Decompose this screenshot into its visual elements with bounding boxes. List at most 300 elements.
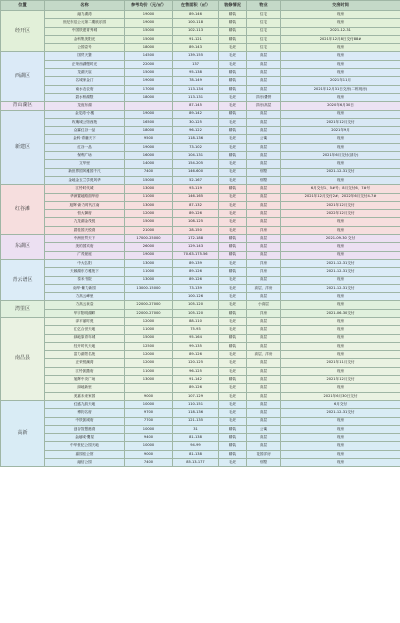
area-cell: 105-120 (173, 309, 219, 317)
name-cell: 富力湖景名苑 (45, 351, 125, 359)
delivery-time-cell: 2021年12月31日交房(二栋现房) (281, 85, 400, 93)
property-type-cell: 高层 (247, 152, 281, 160)
price-cell: 21000 (125, 226, 173, 234)
district-cell: 青山湖区 (1, 102, 45, 110)
header-location: 位置 (1, 1, 45, 11)
area-cell: 89-126 (173, 268, 219, 276)
decoration-cell: 毛坯 (219, 60, 247, 68)
name-cell: 中华世纪公园天地 (45, 442, 125, 450)
name-cell: 融力湖湾 (45, 11, 125, 19)
table-row (1, 392, 400, 400)
name-cell: 恒大御府 (45, 210, 125, 218)
price-cell (125, 293, 173, 301)
decoration-cell: 毛坯 (219, 176, 247, 184)
property-type-cell: 高层 (247, 334, 281, 342)
decoration-cell: 精装 (219, 27, 247, 35)
name-cell: 新世界国风雅园千尺 (45, 168, 125, 176)
table-row (1, 143, 400, 151)
property-type-cell: 别墅 (247, 459, 281, 467)
name-cell: 南华·紫力新园 (45, 284, 125, 292)
property-type-cell: 高层 (247, 417, 281, 425)
price-cell: 13000 (125, 185, 173, 193)
property-type-cell: 住宅 (247, 19, 281, 27)
price-cell: 17000-25000 (125, 235, 173, 243)
delivery-time-cell: 现房 (281, 276, 400, 284)
decoration-cell: 精装 (219, 376, 247, 384)
delivery-time-cell: 2021-12-31交付 (281, 284, 400, 292)
decoration-cell: 精装 (219, 152, 247, 160)
delivery-time-cell: 现房 (281, 11, 400, 19)
delivery-time-cell: 现房 (281, 442, 400, 450)
table-row (1, 293, 400, 301)
delivery-time-cell: 现房 (281, 425, 400, 433)
delivery-time-cell: 2021年12月交付2#；2022年6月交付4-7# (281, 193, 400, 201)
price-cell (125, 384, 173, 392)
property-type-cell: 别墅 (247, 168, 281, 176)
decoration-cell: 毛坯 (219, 135, 247, 143)
area-cell: 139-155 (173, 52, 219, 60)
delivery-time-cell: 现房 (281, 218, 400, 226)
delivery-time-cell: 现房 (281, 251, 400, 259)
delivery-time-cell: 2021年12月交付 (281, 118, 400, 126)
name-cell: 南水农农府 (45, 85, 125, 93)
delivery-time-cell: 现房 (281, 334, 400, 342)
district-cell: 青云谱区 (1, 259, 45, 300)
decoration-cell: 精装 (219, 127, 247, 135)
area-cell: 95-164 (173, 334, 219, 342)
property-type-cell: 高层 (247, 218, 281, 226)
area-cell: 146-165 (173, 193, 219, 201)
table-row (1, 127, 400, 135)
area-cell: 89-146 (173, 11, 219, 19)
property-type-cell: 高层 (247, 210, 281, 218)
price-cell: 16000 (125, 152, 173, 160)
name-cell: 中洲世贸天下 (45, 235, 125, 243)
price-cell: 14500 (125, 52, 173, 60)
property-type-cell: 高层 (247, 110, 281, 118)
name-cell: 正荣悦澜湾 (45, 359, 125, 367)
price-cell: 11000 (125, 268, 173, 276)
name-cell: 碧桂园天悦湾 (45, 226, 125, 234)
name-cell: 嘉园佳公馆 (45, 450, 125, 458)
name-cell: 文华里 (45, 160, 125, 168)
decoration-cell: 毛坯 (219, 293, 247, 301)
table-row (1, 160, 400, 168)
property-type-cell: 高层 (247, 235, 281, 243)
decoration-cell: 精装 (219, 35, 247, 43)
name-cell: 美嘉未来家园 (45, 392, 125, 400)
area-cell: 81-138 (173, 434, 219, 442)
decoration-cell: 毛坯 (219, 384, 247, 392)
delivery-time-cell: 2021-06-30交付 (281, 309, 400, 317)
price-cell: 9500 (125, 135, 173, 143)
area-cell: 89-143 (173, 44, 219, 52)
property-type-cell: 高层 (247, 359, 281, 367)
table-row (1, 284, 400, 292)
delivery-time-cell: 现房 (281, 342, 400, 350)
property-type-cell: 高层 (247, 69, 281, 77)
table-row (1, 334, 400, 342)
area-cell: 31 (173, 425, 219, 433)
area-cell: 100-126 (173, 293, 219, 301)
decoration-cell: 精装 (219, 425, 247, 433)
delivery-time-cell: 现房 (281, 384, 400, 392)
decoration-cell: 毛坯 (219, 259, 247, 267)
area-cell: 75-93 (173, 326, 219, 334)
delivery-time-cell: 6月交付 (281, 400, 400, 408)
property-type-cell: 高层 (247, 127, 281, 135)
decoration-cell: 毛坯 (219, 102, 247, 110)
price-cell: 19000 (125, 110, 173, 118)
decoration-cell: 毛坯 (219, 210, 247, 218)
table-row (1, 243, 400, 251)
name-cell: 汇亿合世天地 (45, 326, 125, 334)
name-cell: 旭辉·新力时代江南 (45, 201, 125, 209)
decoration-cell: 精装 (219, 442, 247, 450)
table-header (1, 1, 400, 11)
decoration-cell: 精装 (219, 309, 247, 317)
area-cell: 154-205 (173, 160, 219, 168)
delivery-time-cell: 2021年11月 (281, 77, 400, 85)
header-row (1, 1, 400, 11)
table-row (1, 400, 400, 408)
name-cell: 创谷智慧港湾 (45, 425, 125, 433)
name-cell: 金龙湾·小楼 (45, 110, 125, 118)
property-type-cell: 洋房 (247, 259, 281, 267)
decoration-cell: 毛坯 (219, 367, 247, 375)
area-cell: 89-126 (173, 351, 219, 359)
name-cell: 融信公园 (45, 459, 125, 467)
decoration-cell: 毛坯 (219, 392, 247, 400)
area-cell: 146-600 (173, 168, 219, 176)
delivery-time-cell: 2021-12-31交付 (281, 259, 400, 267)
name-cell: 博钧名府 (45, 409, 125, 417)
delivery-time-cell: 2021年6月交付(部分) (281, 152, 400, 160)
table-row (1, 176, 400, 184)
area-cell: 172-188 (173, 235, 219, 243)
property-type-cell: 洋房/高层 (247, 102, 281, 110)
delivery-time-cell: 现房 (281, 317, 400, 325)
property-type-cell: 高层 (247, 342, 281, 350)
price-cell: 19000 (125, 77, 173, 85)
area-cell: 91-121 (173, 35, 219, 43)
price-cell: 15000 (125, 176, 173, 184)
name-cell: 旭辉中央广场 (45, 376, 125, 384)
table-row (1, 301, 400, 309)
decoration-cell: 精装 (219, 77, 247, 85)
price-cell: 15000 (125, 334, 173, 342)
table-row (1, 425, 400, 433)
name-cell: 美的国宾府 (45, 243, 125, 251)
price-cell: 9400 (125, 434, 173, 442)
area-cell: 52-167 (173, 176, 219, 184)
price-cell: 7700 (125, 417, 173, 425)
table-row (1, 102, 400, 110)
area-cell: 113-134 (173, 85, 219, 93)
delivery-time-cell: 现房 (281, 52, 400, 60)
district-group-liwan (1, 52, 400, 102)
price-cell: 18000 (125, 127, 173, 135)
district-cell: 东湖区 (1, 235, 45, 260)
delivery-time-cell: 现房 (281, 160, 400, 168)
property-type-cell: 公寓 (247, 135, 281, 143)
property-type-cell: 住宅 (247, 35, 281, 43)
district-cell: 西湖区 (1, 52, 45, 102)
name-cell: 华宇阳明湖畔 (45, 309, 125, 317)
decoration-cell: 毛坯 (219, 218, 247, 226)
table-row (1, 201, 400, 209)
district-cell: 高新 (1, 400, 45, 466)
property-type-cell: 高层、洋房 (247, 284, 281, 292)
header-delivery-time: 交房时间 (281, 1, 400, 11)
price-cell (125, 102, 173, 110)
delivery-time-cell: 现房 (281, 326, 400, 334)
area-cell: 94-99 (173, 442, 219, 450)
area-cell: 89-126 (173, 384, 219, 392)
table-row (1, 235, 400, 243)
area-cell: 121-135 (173, 417, 219, 425)
area-cell: 70.63-175.56 (173, 251, 219, 259)
table-row (1, 210, 400, 218)
property-type-cell: 洋房/叠拼 (247, 93, 281, 101)
name-cell: 正荣西湖慢时光 (45, 60, 125, 68)
price-cell: 26000 (125, 243, 173, 251)
delivery-time-cell: 现房 (281, 60, 400, 68)
area-cell: 93-119 (173, 185, 219, 193)
property-type-cell: 高层 (247, 201, 281, 209)
table-row (1, 317, 400, 325)
name-cell: 金融城·鹰星 (45, 434, 125, 442)
decoration-cell: 毛坯 (219, 417, 247, 425)
price-cell: 22000-27000 (125, 301, 173, 309)
name-cell: 保利广场 (45, 152, 125, 160)
decoration-cell: 毛坯 (219, 326, 247, 334)
name-cell: 碧水桥湖墅 (45, 93, 125, 101)
delivery-time-cell: 现房 (281, 110, 400, 118)
name-cell: 名城家金汀 (45, 77, 125, 85)
area-cell: 102-113 (173, 27, 219, 35)
property-type-cell: 高层 (247, 326, 281, 334)
price-cell: 10000 (125, 425, 173, 433)
area-cell: 85.13-177 (173, 459, 219, 467)
area-cell: 129-143 (173, 243, 219, 251)
price-cell: 12000 (125, 317, 173, 325)
decoration-cell: 毛坯 (219, 301, 247, 309)
price-cell: 14000 (125, 160, 173, 168)
district-group-qinglan (1, 259, 400, 300)
district-cell: 湾里区 (1, 301, 45, 318)
table-row (1, 118, 400, 126)
delivery-time-cell: 现房 (281, 143, 400, 151)
name-cell: 江铃时代城 (45, 185, 125, 193)
delivery-time-cell: 2021-12-31 (281, 27, 400, 35)
price-cell: 13000 (125, 276, 173, 284)
table-row (1, 359, 400, 367)
name-cell: 绿地新里 (45, 384, 125, 392)
decoration-cell: 毛坯 (219, 118, 247, 126)
area-cell: 118-136 (173, 135, 219, 143)
district-group-nanchang (1, 317, 400, 400)
area-cell: 73-139 (173, 284, 219, 292)
price-cell: 22000 (125, 60, 173, 68)
delivery-time-cell: 2021-12-31交付 (281, 409, 400, 417)
name-cell: 红盛九韵天地 (45, 400, 125, 408)
table-row (1, 44, 400, 52)
name-cell: 金地金玉兰学苑风华 (45, 176, 125, 184)
name-cell: 江铃凯撒府 (45, 367, 125, 375)
name-cell: 世纪东辰公元第二期欧乐园 (45, 19, 125, 27)
property-type-cell: 高层 (247, 118, 281, 126)
decoration-cell: 毛坯 (219, 276, 247, 284)
area-cell: 87-145 (173, 102, 219, 110)
property-type-cell: 花园洋房 (247, 450, 281, 458)
area-cell: 91-142 (173, 376, 219, 384)
delivery-time-cell: 2021-12-31交付 (281, 268, 400, 276)
area-cell: 118-136 (173, 409, 219, 417)
district-cell: 经开区 (1, 11, 45, 52)
price-cell: 22000-27000 (125, 309, 173, 317)
name-cell: 九龙湖金茂悦 (45, 218, 125, 226)
delivery-time-cell: 现房 (281, 44, 400, 52)
property-type-cell: 高层 (247, 276, 281, 284)
delivery-time-cell: 现房 (281, 19, 400, 27)
table-row (1, 226, 400, 234)
delivery-time-cell: 2022年12月交付 (281, 210, 400, 218)
decoration-cell: 精装 (219, 268, 247, 276)
property-type-cell: 高层 (247, 52, 281, 60)
table-row (1, 276, 400, 284)
table-row (1, 69, 400, 77)
delivery-time-cell: 现房 (281, 459, 400, 467)
district-cell: 新建区 (1, 110, 45, 185)
delivery-time-cell: 现房 (281, 351, 400, 359)
property-type-cell: 住宅 (247, 27, 281, 35)
decoration-cell: 毛坯 (219, 409, 247, 417)
price-cell: 18000 (125, 44, 173, 52)
table-row (1, 259, 400, 267)
decoration-cell: 精装 (219, 450, 247, 458)
area-cell: 87-132 (173, 201, 219, 209)
district-group-dongbo (1, 235, 400, 260)
name-cell: 中国铁建青秀城 (45, 27, 125, 35)
name-cell: 龙庭东湖 (45, 102, 125, 110)
area-cell: 95-138 (173, 69, 219, 77)
table-row (1, 342, 400, 350)
decoration-cell: 毛坯 (219, 44, 247, 52)
property-type-cell: 高层 (247, 367, 281, 375)
area-cell: 73-102 (173, 143, 219, 151)
price-cell: 15000 (125, 27, 173, 35)
price-cell: 19000 (125, 11, 173, 19)
name-cell: 金科集美阳光 (45, 35, 125, 43)
name-cell: 泽平丽时苑 (45, 317, 125, 325)
decoration-cell: 毛坯 (219, 168, 247, 176)
name-cell: 天颐湖东方雅苑下 (45, 268, 125, 276)
property-type-cell: 高层 (247, 442, 281, 450)
delivery-time-cell: 现房 (281, 135, 400, 143)
area-cell: 99-135 (173, 342, 219, 350)
decoration-cell: 精装 (219, 251, 247, 259)
header-area: 在售面积（㎡） (173, 1, 219, 11)
price-cell: 9000 (125, 392, 173, 400)
price-cell: 7400 (125, 168, 173, 176)
table-row (1, 367, 400, 375)
district-group-ganjiang (1, 185, 400, 235)
price-cell: 15000 (125, 35, 173, 43)
delivery-time-cell: 现房 (281, 243, 400, 251)
decoration-cell: 精装 (219, 334, 247, 342)
area-cell: 28-150 (173, 226, 219, 234)
decoration-cell: 精装 (219, 235, 247, 243)
property-type-cell: 高层、洋房 (247, 351, 281, 359)
area-cell: 113-131 (173, 93, 219, 101)
name-cell: 力高云峰里 (45, 293, 125, 301)
price-cell: 12500 (125, 342, 173, 350)
delivery-time-cell: 现房 (281, 293, 400, 301)
delivery-time-cell: 2020年6月30日 (281, 102, 400, 110)
district-group-qingshan (1, 102, 400, 110)
header-price: 参考均价（元/㎡） (125, 1, 173, 11)
decoration-cell: 精装 (219, 434, 247, 442)
table-row (1, 77, 400, 85)
table-row (1, 185, 400, 193)
decoration-cell: 毛坯 (219, 143, 247, 151)
delivery-time-cell: 现房 (281, 301, 400, 309)
name-cell: 公园壹号 (45, 44, 125, 52)
area-cell: 96-125 (173, 367, 219, 375)
table-row (1, 268, 400, 276)
decoration-cell: 精装 (219, 19, 247, 27)
district-group-xinan (1, 110, 400, 185)
table-row (1, 11, 400, 19)
price-cell: 15000 (125, 218, 173, 226)
property-type-cell: 高层 (247, 400, 281, 408)
delivery-time-cell: 现房 (281, 450, 400, 458)
district-cell: 南昌县 (1, 317, 45, 400)
delivery-time-cell: 现房 (281, 93, 400, 101)
table-row (1, 168, 400, 176)
table-row (1, 459, 400, 467)
decoration-cell: 精装 (219, 243, 247, 251)
area-cell: 88-110 (173, 317, 219, 325)
delivery-time-cell: 2021-12-31交付 (281, 168, 400, 176)
delivery-time-cell: 2021年12月交付 (281, 201, 400, 209)
area-cell: 78-149 (173, 77, 219, 85)
decoration-cell: 毛坯 (219, 351, 247, 359)
decoration-cell: 毛坯 (219, 52, 247, 60)
property-type-cell: 住宅 (247, 11, 281, 19)
delivery-time-cell: 现房 (281, 176, 400, 184)
name-cell: 华润置地路面华府 (45, 193, 125, 201)
property-type-cell: 小高层 (247, 301, 281, 309)
delivery-time-cell: 现房 (281, 417, 400, 425)
property-type-cell: 高层 (247, 317, 281, 325)
property-type-cell: 高层 (247, 384, 281, 392)
price-cell: 19000 (125, 143, 173, 151)
price-cell: 10000 (125, 400, 173, 408)
name-cell: 中铁凯城府 (45, 417, 125, 425)
area-cell: 89-139 (173, 259, 219, 267)
price-cell: 13000 (125, 201, 173, 209)
table-row (1, 326, 400, 334)
property-type-cell: 高层 (247, 392, 281, 400)
property-type-cell: 高层 (247, 143, 281, 151)
decoration-cell: 精装 (219, 85, 247, 93)
table-row (1, 52, 400, 60)
district-cell: 红谷滩 (1, 185, 45, 235)
decoration-cell: 精装 (219, 342, 247, 350)
table-row (1, 193, 400, 201)
